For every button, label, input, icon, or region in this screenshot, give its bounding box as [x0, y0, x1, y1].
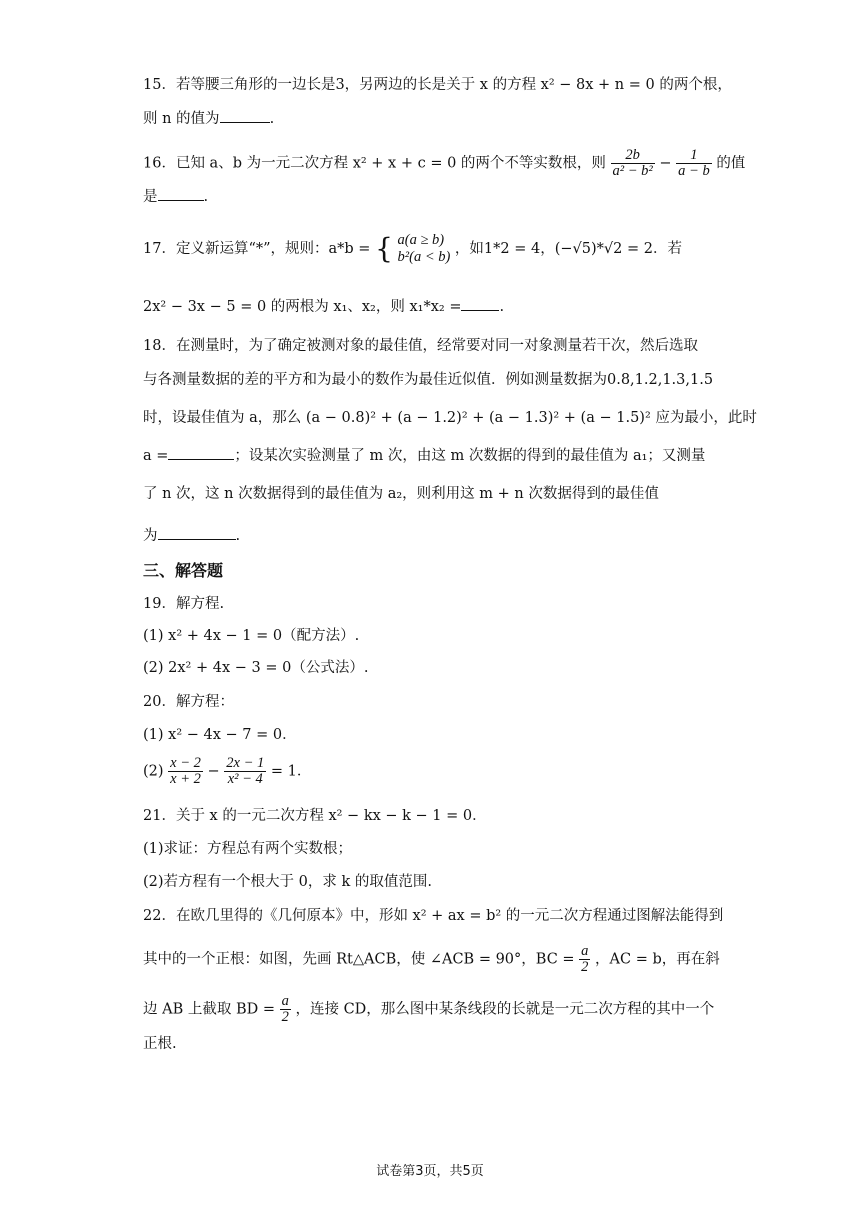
q18-end: . [235, 528, 241, 544]
q21-part2: (2)若方程有一个根大于 0，求 k 的取值范围. [143, 874, 432, 890]
q16-minus: − [659, 155, 672, 172]
q17-text-a: 17．定义新运算“*”，规则：a*b = [143, 241, 371, 257]
q22-line3 [143, 994, 714, 1025]
q16-text-a: 16．已知 a、b 为一元二次方程 x² + x + c = 0 的两个不等实数根，则 [143, 155, 606, 172]
q22-bd-den: 2 [281, 1009, 289, 1025]
q22-text-a: 其中的一个正根：如图，先画 Rt△ACB，使 ∠ACB = 90°，BC = [143, 951, 575, 968]
q19-title: 19．解方程. [143, 596, 225, 612]
q20-fraction-2 [224, 756, 266, 787]
q22-line1: 22．在欧几里得的《几何原本》中，形如 x² + ax = b² 的一元二次方程通过图解法能得到 [143, 908, 724, 924]
q17-line1 [143, 232, 682, 266]
q17-text-b: ，如1*2 = 4，(−√5)*√2 = 2．若 [454, 241, 682, 257]
q19-part2: (2) 2x² + 4x − 3 = 0（公式法）. [143, 660, 369, 676]
q16-frac1-num: 2b [611, 148, 655, 164]
q18-line5: 了 n 次，这 n 次数据得到的最佳值为 a₂，则利用这 m + n 次数据得到的最佳值 [143, 486, 659, 502]
q22-bc-den: 2 [581, 959, 589, 975]
q20-title: 20．解方程： [143, 694, 234, 710]
q17-text-c: 2x² − 3x − 5 = 0 的两根为 x₁、x₂，则 x₁*x₂ = [143, 299, 462, 315]
q18-line1: 18．在测量时，为了确定被测对象的最佳值，经常要对同一对象测量若干次，然后选取 [143, 338, 698, 354]
q16-end: . [203, 189, 209, 205]
q18-text-b: ；设某次实验测量了 m 次，由这 m 次数据的得到的最佳值为 a₁；又测量 [234, 448, 706, 464]
q22-text-c: 边 AB 上截取 BD = [143, 1001, 275, 1018]
q20-f1-num: x − 2 [170, 755, 201, 771]
q15-text: 则 n 的值为 [143, 111, 220, 127]
section-title: 三、解答题 [143, 561, 224, 580]
q20-minus: − [207, 763, 220, 780]
q15-end: . [269, 111, 275, 127]
q17-case2: b²(a < b) [397, 249, 451, 265]
q21-part1: (1)求证：方程总有两个实数根； [143, 841, 353, 857]
q18-line6 [143, 525, 240, 546]
q16-frac1-den: a² − b² [612, 163, 653, 179]
q20-part2 [143, 756, 311, 787]
q18-line4 [143, 445, 705, 466]
q22-bc-num: a [581, 943, 589, 959]
q16-line2 [143, 186, 208, 207]
q16-fraction-1 [611, 148, 655, 179]
q21-title: 21．关于 x 的一元二次方程 x² − kx − k − 1 = 0． [143, 808, 487, 824]
q17-case1: a(a ≥ b) [397, 232, 445, 248]
q20-part2-end: = 1． [270, 763, 312, 780]
q22-line4: 正根. [143, 1036, 177, 1052]
q20-f2-den: x² − 4 [227, 771, 263, 787]
q15-answer-blank[interactable] [220, 108, 270, 123]
q17-end: . [499, 299, 505, 315]
q17-cases [398, 232, 451, 266]
q18-answer-blank-1[interactable] [168, 445, 234, 460]
q16-line1 [143, 148, 745, 179]
q16-frac2-num: 1 [676, 148, 712, 164]
q18-answer-blank-2[interactable] [158, 525, 236, 540]
q16-text-c: 是 [143, 189, 158, 205]
q20-f2-num: 2x − 1 [226, 755, 265, 771]
q15-line1: 15．若等腰三角形的一边长是3，另两边的长是关于 x 的方程 x² − 8x + n = 0 的两个根， [143, 77, 732, 93]
q17-brace: { [375, 232, 393, 265]
q20-part2-label: (2) [143, 763, 164, 780]
q22-text-d: ，连接 CD，那么图中某条线段的长就是一元二次方程的其中一个 [295, 1001, 715, 1018]
q22-bd-fraction [280, 994, 291, 1025]
q22-text-b: ，AC = b，再在斜 [595, 951, 720, 968]
q17-line2 [143, 296, 504, 317]
q18-line3: 时，设最佳值为 a，那么 (a − 0.8)² + (a − 1.2)² + (a − 1.3)² + (a − 1.5)² 应为最小，此时 [143, 410, 757, 426]
q20-fraction-1 [168, 756, 203, 787]
q15-line2 [143, 108, 274, 129]
q18-line2: 与各测量数据的差的平方和为最小的数作为最佳近似值．例如测量数据为0.8,1.2,1.3,1.5 [143, 372, 714, 388]
q16-frac2-den: a − b [678, 163, 710, 179]
q16-text-b: 的值 [716, 155, 746, 172]
q22-bd-num: a [281, 993, 289, 1009]
q16-answer-blank[interactable] [158, 186, 204, 201]
q16-fraction-2 [676, 148, 712, 179]
q22-line2 [143, 944, 720, 975]
q19-part1: (1) x² + 4x − 1 = 0（配方法）. [143, 628, 360, 644]
q18-text-a: a = [143, 448, 169, 464]
q22-bc-fraction [579, 944, 590, 975]
q20-part1: (1) x² − 4x − 7 = 0． [143, 727, 297, 743]
q20-f1-den: x + 2 [170, 771, 201, 787]
q18-text-c: 为 [143, 528, 158, 544]
page-footer: 试卷第3页，共5页 [376, 1164, 484, 1179]
q17-answer-blank[interactable] [461, 296, 499, 311]
